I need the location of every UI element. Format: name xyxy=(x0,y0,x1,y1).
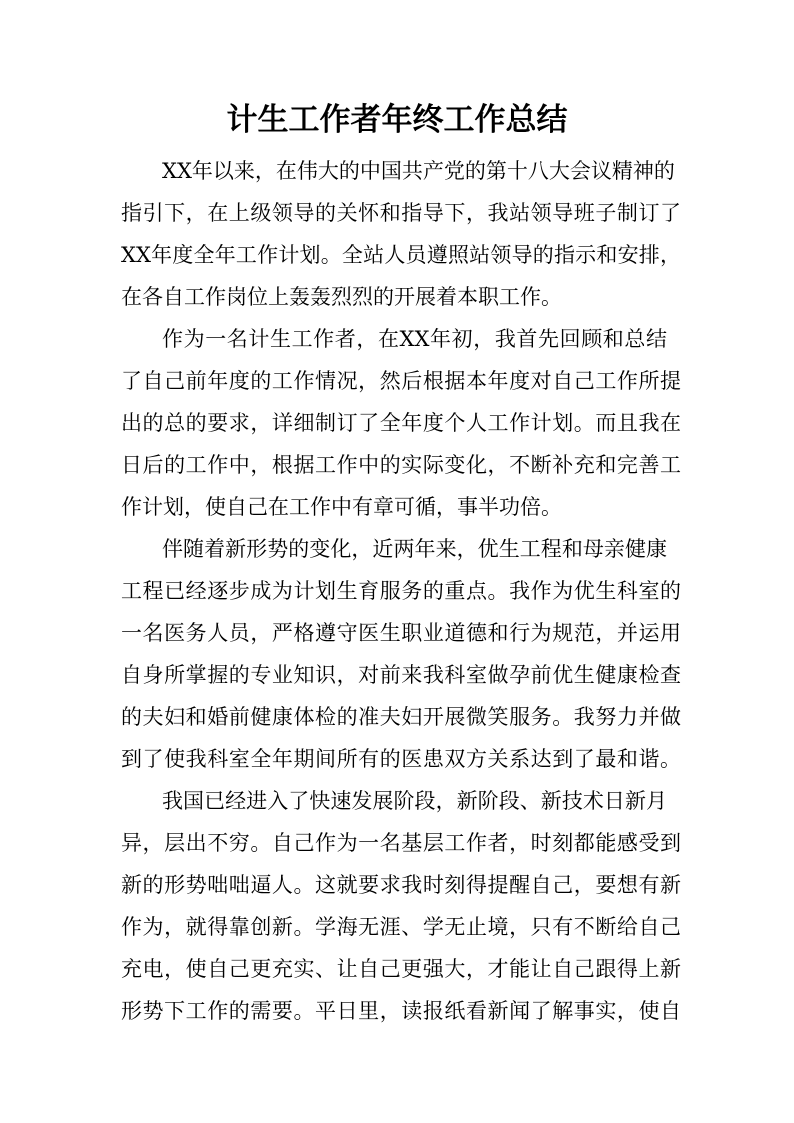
paragraph-line: 到了使我科室全年期间所有的医患双方关系达到了最和谐。 xyxy=(121,747,681,771)
paragraph-line: 的夫妇和婚前健康体检的准夫妇开展微笑服务。我努力并做 xyxy=(121,705,681,729)
document-title: 计生工作者年终工作总结 xyxy=(226,102,568,138)
paragraph-line: 在各自工作岗位上轰轰烈烈的开展着本职工作。 xyxy=(121,285,562,309)
paragraph-line: 我国已经进入了快速发展阶段，新阶段、新技术日新月 xyxy=(162,789,667,813)
paragraph-line: 指引下，在上级领导的关怀和指导下，我站领导班子制订了 xyxy=(121,201,681,225)
paragraph-line: 工程已经逐步成为计划生育服务的重点。我作为优生科室的 xyxy=(121,579,681,603)
paragraph-line: 一名医务人员，严格遵守医生职业道德和行为规范，并运用 xyxy=(121,621,681,645)
paragraph-line: 形势下工作的需要。平日里，读报纸看新闻了解事实，使自 xyxy=(121,999,681,1023)
paragraph-line: 作为，就得靠创新。学海无涯、学无止境，只有不断给自己 xyxy=(121,915,681,939)
paragraph-line: 异，层出不穷。自己作为一名基层工作者，时刻都能感受到 xyxy=(121,831,681,855)
paragraph-line: 作为一名计生工作者，在XX年初，我首先回顾和总结 xyxy=(162,327,667,351)
paragraph-line: 新的形势咄咄逼人。这就要求我时刻得提醒自己，要想有新 xyxy=(121,873,681,897)
paragraph-line: 充电，使自己更充实、让自己更强大，才能让自己跟得上新 xyxy=(121,957,681,981)
paragraph-line: 日后的工作中，根据工作中的实际变化，不断补充和完善工 xyxy=(121,453,681,477)
paragraph-line: 出的总的要求，详细制订了全年度个人工作计划。而且我在 xyxy=(121,411,681,435)
paragraph-line: 自身所掌握的专业知识，对前来我科室做孕前优生健康检查 xyxy=(121,663,681,687)
paragraph-line: 伴随着新形势的变化，近两年来，优生工程和母亲健康 xyxy=(162,537,667,561)
paragraph-line: 作计划，使自己在工作中有章可循，事半功倍。 xyxy=(121,495,562,519)
paragraph-line: XX年以来，在伟大的中国共产党的第十八大会议精神的 xyxy=(162,159,675,183)
paragraph-line: XX年度全年工作计划。全站人员遵照站领导的指示和安排， xyxy=(121,243,681,267)
paragraph-line: 了自己前年度的工作情况，然后根据本年度对自己工作所提 xyxy=(121,369,681,393)
